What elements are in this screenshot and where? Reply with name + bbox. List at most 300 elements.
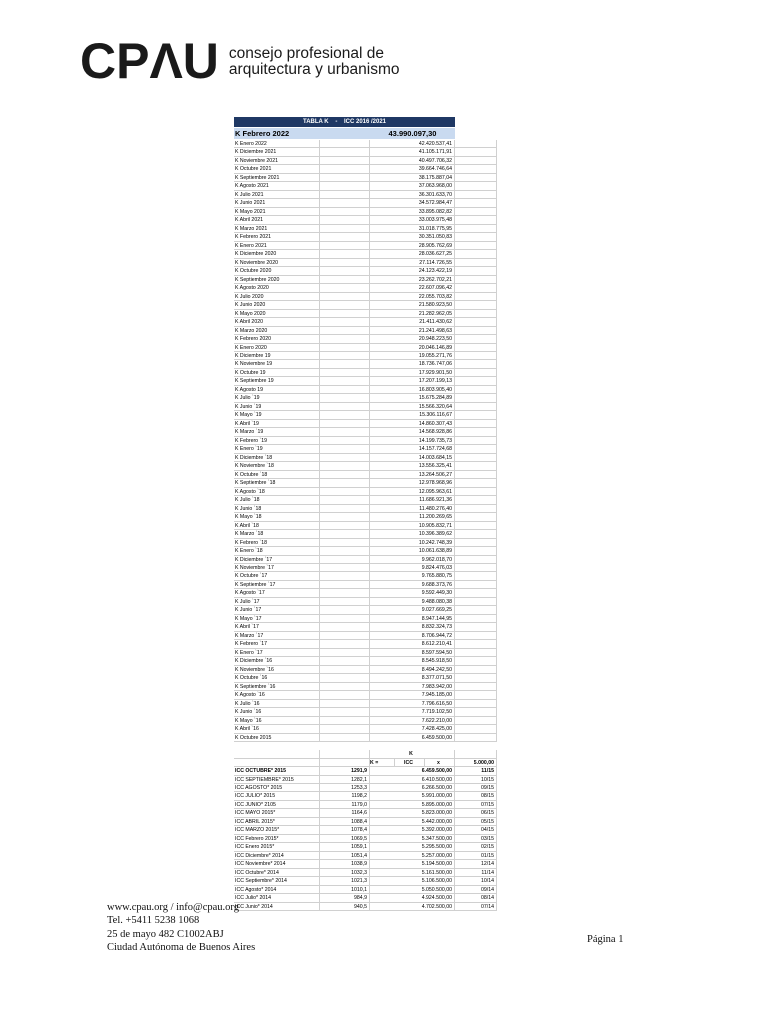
k-row-value: 18.736.747,06: [370, 360, 455, 367]
icc-row-label: ICC JUNIO* 2105: [234, 801, 320, 808]
k-row-value: 11.200.269,65: [370, 513, 455, 520]
lower-k-header-row: [234, 750, 497, 758]
k-row-value: 12.095.963,61: [370, 488, 455, 495]
icc-row-label: ICC Octubre* 2014: [234, 869, 320, 876]
k-table-row: [234, 513, 497, 521]
k-row-label: K Abril `17: [234, 623, 320, 630]
k-row-value: 8.597.594,50: [370, 649, 455, 656]
k-row-value: 7.945.185,00: [370, 691, 455, 698]
k-row-label: K Agosto 2020: [234, 284, 320, 291]
k-row-value: 33.003.975,48: [370, 216, 455, 223]
k-table-row: [234, 488, 497, 496]
icc-row-label: ICC Noviembre* 2014: [234, 860, 320, 867]
icc-table-row: [234, 903, 497, 911]
k-row-label: K Noviembre `17: [234, 564, 320, 571]
icc-row-code: 08/15: [455, 792, 497, 799]
k-table-row: [234, 615, 497, 623]
k-row-value: 11.480.276,40: [370, 505, 455, 512]
k-table-row: [234, 674, 497, 682]
k-table-row: [234, 344, 497, 352]
k-row-value: 14.568.928,86: [370, 428, 455, 435]
k-row-label: K Mayo `18: [234, 513, 320, 520]
k-table-row: [234, 666, 497, 674]
x-head: x: [425, 759, 455, 766]
k-row-value: 21.580.923,50: [370, 301, 455, 308]
k-table-row: [234, 310, 497, 318]
k-row-value: 42.420.537,41: [370, 140, 455, 147]
k-table-row: [234, 471, 497, 479]
icc-row-code: 08/14: [455, 894, 497, 901]
k-row-label: K Marzo `18: [234, 530, 320, 537]
current-k-value: 43.990.097,30: [388, 129, 437, 138]
k-row-value: 19.055.271,76: [370, 352, 455, 359]
k-table-row: [234, 496, 497, 504]
k-table-row: [234, 572, 497, 580]
k-row-value: 22.055.703,82: [370, 293, 455, 300]
k-table-row: [234, 157, 497, 165]
icc-row-value: 1010,1: [320, 886, 370, 893]
k-table-row: [234, 199, 497, 207]
k-row-label: K Junio 2020: [234, 301, 320, 308]
k-table-row: [234, 420, 497, 428]
k-table-row: [234, 301, 497, 309]
icc-row-value: 1059,1: [320, 843, 370, 850]
k-table-row: [234, 293, 497, 301]
k-table-row: [234, 250, 497, 258]
icc-table-row: [234, 809, 497, 817]
k-row-label: K Abril `18: [234, 522, 320, 529]
k-row-value: 8.947.144,95: [370, 615, 455, 622]
logo-subtitle: [229, 46, 400, 78]
k-row-label: K Diciembre 2020: [234, 250, 320, 257]
k-table-row: [234, 530, 497, 538]
k-row-label: K Mayo `19: [234, 411, 320, 418]
k-row-value: 20.948.223,50: [370, 335, 455, 342]
icc-row-value: 1069,5: [320, 835, 370, 842]
k-row-label: K Febrero `19: [234, 437, 320, 444]
k-table-row: [234, 284, 497, 292]
k-row-label: K Agosto 2021: [234, 182, 320, 189]
k-row-label: K Agosto `17: [234, 589, 320, 596]
k-table-row: [234, 700, 497, 708]
k-row-value: 37.063.968,00: [370, 182, 455, 189]
k-row-value: 8.832.324,73: [370, 623, 455, 630]
k-row-label: K Enero 2020: [234, 344, 320, 351]
k-table-row: [234, 233, 497, 241]
footer-contact: [107, 901, 255, 954]
k-row-label: K Diciembre `16: [234, 657, 320, 664]
k-row-value: 6.459.500,00: [370, 734, 455, 741]
icc-row-code: 07/15: [455, 801, 497, 808]
k-row-label: K Noviembre 2021: [234, 157, 320, 164]
icc-row-code: 12/14: [455, 860, 497, 867]
k-row-value: 21.411.430,62: [370, 318, 455, 325]
k-row-value: 28.905.762,69: [370, 242, 455, 249]
k-row-label: K Noviembre `18: [234, 462, 320, 469]
k-row-value: 34.572.984,47: [370, 199, 455, 206]
k-row-value: 21.241.498,63: [370, 327, 455, 334]
k-row-value: 9.765.880,75: [370, 572, 455, 579]
icc-row-label: ICC JULIO* 2015: [234, 792, 320, 799]
k-table-row: [234, 462, 497, 470]
icc-row-k: 6.266.500,00: [370, 784, 455, 791]
k-row-value: 8.706.944,72: [370, 632, 455, 639]
k-table-row: [234, 632, 497, 640]
k-row-value: 7.622.210,00: [370, 717, 455, 724]
k-row-label: K Agosto `16: [234, 691, 320, 698]
k-row-label: K Enero `18: [234, 547, 320, 554]
icc-row-code: 03/15: [455, 835, 497, 842]
k-row-label: K Marzo 2021: [234, 225, 320, 232]
k-row-value: 9.592.449,30: [370, 589, 455, 596]
k-row-label: K Julio 2021: [234, 191, 320, 198]
icc-first-k: 6.459.500,00: [370, 767, 455, 774]
k-row-value: 7.428.425,00: [370, 725, 455, 732]
k-row-label: K Octubre 19: [234, 369, 320, 376]
k-row-value: 9.688.373,76: [370, 581, 455, 588]
icc-row-code: 07/14: [455, 903, 497, 910]
icc-table-row: [234, 886, 497, 894]
footer-address: 25 de mayo 482 C1002ABJ: [107, 928, 224, 940]
k-row-value: 40.497.706,32: [370, 157, 455, 164]
icc-row-k: 5.050.500,00: [370, 886, 455, 893]
k-row-label: K Junio 2021: [234, 199, 320, 206]
k-row-label: K Septiembre `17: [234, 581, 320, 588]
k-row-label: K Enero `19: [234, 445, 320, 452]
k-row-value: 14.199.735,73: [370, 437, 455, 444]
k-row-value: 21.282.962,05: [370, 310, 455, 317]
k-row-label: K Abril 2021: [234, 216, 320, 223]
k-table-row: [234, 683, 497, 691]
k-row-label: K Octubre `17: [234, 572, 320, 579]
icc-row-label: ICC AGOSTO* 2015: [234, 784, 320, 791]
k-row-value: 13.556.325,41: [370, 462, 455, 469]
k-table-row: [234, 505, 497, 513]
k-row-label: K Noviembre 2020: [234, 259, 320, 266]
k-row-value: 15.306.116,67: [370, 411, 455, 418]
icc-row-k: 5.257.000,00: [370, 852, 455, 859]
k-table-row: [234, 454, 497, 462]
k-table-row: [234, 522, 497, 530]
icc-table-row: [234, 860, 497, 868]
icc-row-value: 1282,1: [320, 776, 370, 783]
icc-table-row: [234, 792, 497, 800]
k-table-row: [234, 216, 497, 224]
k-table-row: [234, 182, 497, 190]
k-table-row: [234, 556, 497, 564]
k-row-label: K Abril 2020: [234, 318, 320, 325]
k-table-row: [234, 394, 497, 402]
k-row-value: 39.664.746,64: [370, 165, 455, 172]
icc-row-label: ICC MARZO 2015*: [234, 826, 320, 833]
k-row-label: K Febrero `17: [234, 640, 320, 647]
k-row-value: 33.895.082,82: [370, 208, 455, 215]
logo-wordmark: CPΛU: [80, 33, 219, 89]
k-row-value: 38.175.887,04: [370, 174, 455, 181]
k-table-row: [234, 174, 497, 182]
icc-row-label: ICC Enero 2015*: [234, 843, 320, 850]
k-row-label: K Mayo 2021: [234, 208, 320, 215]
icc-row-k: 5.895.000,00: [370, 801, 455, 808]
icc-row-k: 4.924.500,00: [370, 894, 455, 901]
icc-row-code: 11/14: [455, 869, 497, 876]
footer-phone: Tel. +5411 5238 1068: [107, 915, 200, 927]
k-row-value: 14.860.307,43: [370, 420, 455, 427]
footer-web: www.cpau.org / info@cpau.org: [107, 902, 239, 913]
k-row-value: 9.962.018,70: [370, 556, 455, 563]
icc-row-label: ICC MAYO 2015*: [234, 809, 320, 816]
k-row-label: K Septiembre 2021: [234, 174, 320, 181]
icc-row-value: 940,5: [320, 903, 370, 910]
current-k-label: K Febrero 2022: [235, 129, 290, 138]
k-row-value: 10.396.389,62: [370, 530, 455, 537]
k-row-value: 7.983.942,00: [370, 683, 455, 690]
k-table-row: [234, 657, 497, 665]
k-row-label: K Marzo `17: [234, 632, 320, 639]
k-row-label: K Diciembre `18: [234, 454, 320, 461]
multiplier: 5.000,00: [455, 759, 497, 766]
k-row-value: 16.803.905,40: [370, 386, 455, 393]
k-row-value: 27.114.726,55: [370, 259, 455, 266]
icc-row-value: 1038,9: [320, 860, 370, 867]
k-row-value: 9.488.080,38: [370, 598, 455, 605]
icc-row-code: 09/15: [455, 784, 497, 791]
footer-city: Ciudad Autónoma de Buenos Aires: [107, 941, 256, 953]
icc-row-k: 5.194.500,00: [370, 860, 455, 867]
k-row-label: K Julio `18: [234, 496, 320, 503]
icc-table-row: [234, 835, 497, 843]
k-row-label: K Junio `16: [234, 708, 320, 715]
k-table-row: [234, 386, 497, 394]
k-row-label: K Septiembre `18: [234, 479, 320, 486]
k-row-value: 10.242.748,39: [370, 539, 455, 546]
k-row-value: 15.675.284,89: [370, 394, 455, 401]
icc-row-code: 10/14: [455, 877, 497, 884]
k-row-label: K Febrero 2020: [234, 335, 320, 342]
k-row-label: K Octubre 2015: [234, 734, 320, 741]
icc-table-row: [234, 843, 497, 851]
icc-row-value: 1051,4: [320, 852, 370, 859]
k-row-label: K Marzo `19: [234, 428, 320, 435]
icc-first-label: ICC OCTUBRE* 2015: [234, 767, 320, 774]
k-table-row: [234, 327, 497, 335]
k-row-label: K Enero 2021: [234, 242, 320, 249]
icc-row-value: 1198,2: [320, 792, 370, 799]
k-table-row: [234, 564, 497, 572]
k-row-label: K Mayo 2020: [234, 310, 320, 317]
icc-table-row: [234, 894, 497, 902]
table-header: [234, 117, 455, 127]
k-table-row: [234, 649, 497, 657]
icc-row-k: 5.106.500,00: [370, 877, 455, 884]
icc-row-k: 6.410.500,00: [370, 776, 455, 783]
k-row-label: K Febrero 2021: [234, 233, 320, 240]
icc-head: ICC: [395, 759, 425, 766]
icc-table-row: [234, 852, 497, 860]
k-table-row: [234, 581, 497, 589]
icc-first-row: [234, 767, 497, 775]
k-row-value: 8.377.071,50: [370, 674, 455, 681]
k-row-label: K Marzo 2020: [234, 327, 320, 334]
icc-row-k: 5.295.500,00: [370, 843, 455, 850]
k-row-label: K Mayo `17: [234, 615, 320, 622]
icc-row-label: ICC ABRIL 2015*: [234, 818, 320, 825]
k-row-label: K Junio `18: [234, 505, 320, 512]
k-row-value: 9.824.476,03: [370, 564, 455, 571]
k-row-value: 17.207.199,13: [370, 377, 455, 384]
k-row-label: K Abril `19: [234, 420, 320, 427]
icc-table-row: [234, 877, 497, 885]
k-row-label: K Octubre 2020: [234, 267, 320, 274]
k-row-value: 13.264.506,27: [370, 471, 455, 478]
icc-row-code: 09/14: [455, 886, 497, 893]
k-table-row: [234, 428, 497, 436]
k-row-label: K Julio `17: [234, 598, 320, 605]
icc-row-value: 984,9: [320, 894, 370, 901]
table-header-left: TABLA K: [302, 119, 329, 125]
k-table-row: [234, 369, 497, 377]
k-table-row: [234, 717, 497, 725]
k-row-label: K Julio `19: [234, 394, 320, 401]
icc-row-value: 1253,3: [320, 784, 370, 791]
k-table-row: [234, 225, 497, 233]
k-row-value: 11.686.921,36: [370, 496, 455, 503]
k-row-label: K Octubre `16: [234, 674, 320, 681]
k-table-row: [234, 360, 497, 368]
k-table-row: [234, 539, 497, 547]
k-table-row: [234, 606, 497, 614]
icc-row-value: 1179,0: [320, 801, 370, 808]
k-row-label: K Abril `16: [234, 725, 320, 732]
k-row-label: K Septiembre 19: [234, 377, 320, 384]
k-table-row: [234, 165, 497, 173]
k-table-row: [234, 335, 497, 343]
k-table-row: [234, 437, 497, 445]
k-row-value: 12.978.968,96: [370, 479, 455, 486]
k-row-label: K Septiembre 2020: [234, 276, 320, 283]
k-row-value: 36.301.633,70: [370, 191, 455, 198]
icc-table-row: [234, 826, 497, 834]
k-row-label: K Diciembre 19: [234, 352, 320, 359]
k-table-row: [234, 191, 497, 199]
k-table-row: [234, 377, 497, 385]
icc-row-code: 05/15: [455, 818, 497, 825]
k-table-row: [234, 734, 497, 742]
table-header-sep: -: [335, 119, 338, 125]
k-row-label: K Junio `17: [234, 606, 320, 613]
k-row-value: 14.157.724,68: [370, 445, 455, 452]
icc-table-row: [234, 776, 497, 784]
k-table-row: [234, 259, 497, 267]
icc-row-value: 1032,3: [320, 869, 370, 876]
k-row-value: 41.105.171,91: [370, 148, 455, 155]
k-row-value: 30.351.050,83: [370, 233, 455, 240]
k-row-value: 22.607.096,42: [370, 284, 455, 291]
k-table-row: [234, 276, 497, 284]
k-row-label: K Octubre 2021: [234, 165, 320, 172]
k-row-value: 10.061.638,89: [370, 547, 455, 554]
k-table-row: [234, 140, 497, 148]
k-row-label: K Julio `16: [234, 700, 320, 707]
icc-row-code: 04/15: [455, 826, 497, 833]
k-row-label: K Agosto 19: [234, 386, 320, 393]
icc-row-code: 06/15: [455, 809, 497, 816]
k-table-row: [234, 691, 497, 699]
k-row-value: 14.003.684,15: [370, 454, 455, 461]
k-row-value: 28.036.627,25: [370, 250, 455, 257]
k-row-value: 23.262.702,21: [370, 276, 455, 283]
k-row-label: K Febrero `18: [234, 539, 320, 546]
k-table-row: [234, 598, 497, 606]
k-table-row: [234, 589, 497, 597]
icc-row-k: 4.702.500,00: [370, 903, 455, 910]
icc-row-value: 1088,4: [320, 818, 370, 825]
k-table-row: [234, 445, 497, 453]
k-row-value: 9.027.669,25: [370, 606, 455, 613]
k-row-value: 24.123.422,19: [370, 267, 455, 274]
icc-table-row: [234, 801, 497, 809]
k-row-label: K Enero 2022: [234, 140, 320, 147]
lower-formula-row: [234, 759, 497, 767]
icc-row-k: 5.991.000,00: [370, 792, 455, 799]
page-number: Página 1: [587, 934, 624, 945]
k-table-row: [234, 640, 497, 648]
k-row-label: K Noviembre `16: [234, 666, 320, 673]
k-row-value: 15.566.320,64: [370, 403, 455, 410]
k-table-row: [234, 725, 497, 733]
icc-row-label: ICC SEPTIEMBRE* 2015: [234, 776, 320, 783]
k-table-row: [234, 352, 497, 360]
table-header-right: ICC 2016 /2021: [343, 119, 387, 125]
icc-row-code: 01/15: [455, 852, 497, 859]
k-row-label: K Junio `19: [234, 403, 320, 410]
icc-table-row: [234, 869, 497, 877]
k-row-label: K Julio 2020: [234, 293, 320, 300]
icc-row-value: 1164,6: [320, 809, 370, 816]
k-row-value: 7.796.616,50: [370, 700, 455, 707]
k-table-row: [234, 242, 497, 250]
icc-row-k: 5.442.000,00: [370, 818, 455, 825]
k-row-value: 31.018.775,95: [370, 225, 455, 232]
icc-row-value: 1078,4: [320, 826, 370, 833]
logo-subtitle-line2: arquitectura y urbanismo: [228, 61, 400, 78]
k-row-label: K Agosto `18: [234, 488, 320, 495]
icc-row-label: ICC Diciembre* 2014: [234, 852, 320, 859]
k-row-value: 7.719.102,50: [370, 708, 455, 715]
k-table-row: [234, 623, 497, 631]
icc-first-code: 11/15: [455, 767, 497, 774]
icc-row-k: 5.392.000,00: [370, 826, 455, 833]
icc-row-code: 10/15: [455, 776, 497, 783]
icc-row-k: 5.161.500,00: [370, 869, 455, 876]
k-table-row: [234, 411, 497, 419]
table-header-row: [234, 117, 455, 127]
k-row-label: K Noviembre 19: [234, 360, 320, 367]
icc-table-row: [234, 784, 497, 792]
icc-row-code: 02/15: [455, 843, 497, 850]
k-row-value: 8.545.918,50: [370, 657, 455, 664]
k-head: K: [370, 750, 455, 757]
icc-row-label: ICC Febrero 2015*: [234, 835, 320, 842]
k-row-label: K Octubre `18: [234, 471, 320, 478]
k-row-label: K Mayo `16: [234, 717, 320, 724]
k-table-row: [234, 267, 497, 275]
current-k-row: [234, 128, 455, 139]
k-row-label: K Septiembre `16: [234, 683, 320, 690]
icc-table-row: [234, 818, 497, 826]
cpau-logo: [80, 33, 400, 89]
icc-row-k: 5.823.000,00: [370, 809, 455, 816]
